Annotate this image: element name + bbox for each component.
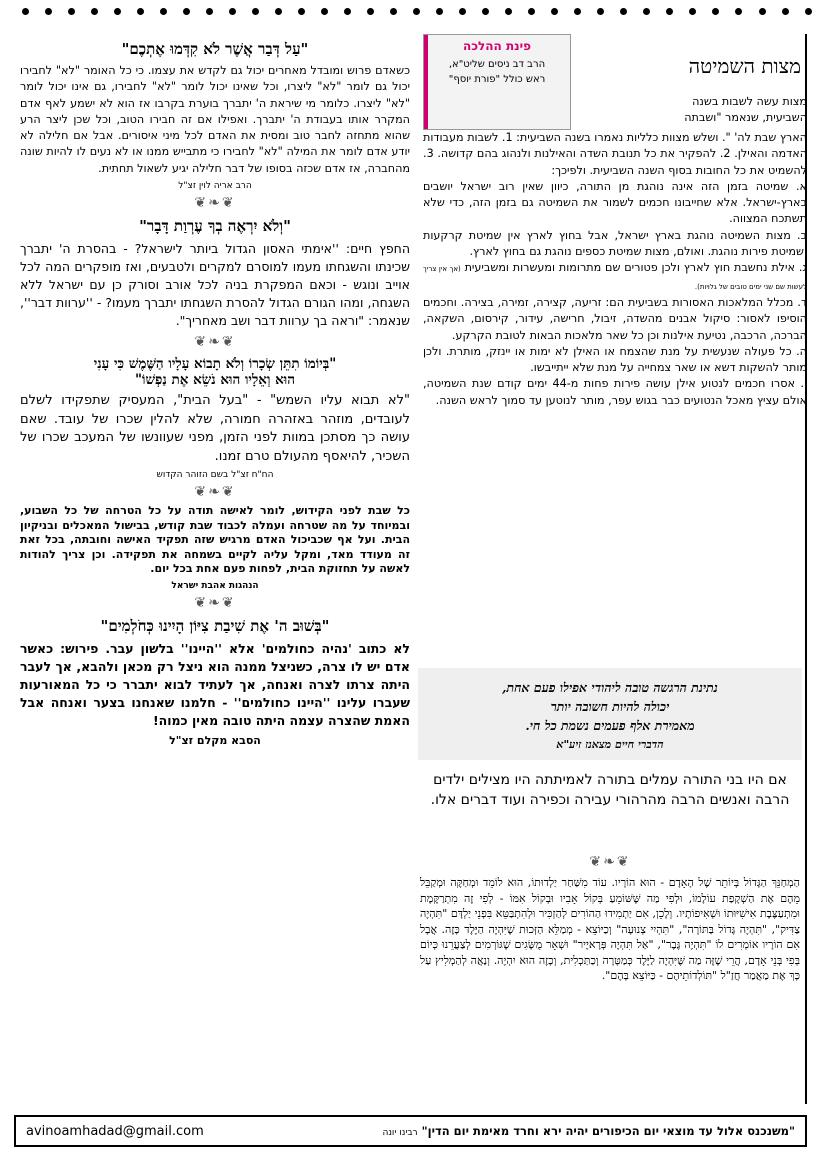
intro-line-3: הארץ שבת לה' ". ושלש מצוות כלליות נאמרו בשנה השביעית: 1. לשבות מעבודות האדמה והאילן. 2. להפקיר את כל תנובת השדה והאילנות ולנהוג בהם קדושה. 3. להשמיט את כל החובות בסוף השנה השביעית. ולפיכך: bbox=[423, 131, 808, 177]
torah-learning-paragraph: אם היו בני התורה עמלים בתורה לאמיתתה היו מצילים ילדים הרבה ואנשים הרבה מהרהורי עבירה וכפירה ועוד דברים אלו. bbox=[430, 772, 790, 808]
ornament-divider: ❦❧❦ bbox=[194, 334, 236, 351]
shmita-title: מצות השמיטה bbox=[688, 54, 801, 78]
footer-quote bbox=[382, 1124, 795, 1138]
ornament-divider: ❦❧❦ bbox=[194, 594, 236, 611]
halacha-corner-label: פינת ההלכה bbox=[462, 39, 532, 53]
halacha-b: ב. מצות השמיטה נוהגת בארץ ישראל, אבל בחוץ לארץ אין שמיטת קרקעות ושמיטת פירות נוהגת. ואולם, מצות שמיטת כספים נוהגת גם בחוץ לארץ. bbox=[423, 228, 807, 259]
footer-bar bbox=[14, 1115, 807, 1147]
decorative-dots-row bbox=[22, 8, 812, 22]
heading-beyomo-1: "בְּיוֹמוֹ תִתֵּן שְׂכָרוֹ וְלֹא תָבוֹא עָלָיו הַשֶּׁמֶשׁ כִּי עָנִי bbox=[93, 356, 337, 373]
para-kidmu: כשאדם פרוש ומובדל מאחרים יכול גם לקדש את עצמו. כי כל האומר "לא" לחבירו יכול גם לומר "לא" ליצרו, וכל שאינו יכול לומר "לא" לחבירו, גם אינו יכול לומר "לא" ליצרו. כלומר מי שיראת ה' יתברך בוערת בקרבו אז הוא לא ישמע לאף אדם המקרר אותו בעבודת ה' יתברך. ואפילו אם זה חבירו הטוב, וכל שכן ליצר הרע שהוא מתחזה לחבר טוב ומסית את האדם לכל מיני איסורים. אבל אם חלילה לא יודע אדם לומר את המילה "לא" לחבירו כי מתבייש ממנו או לא נעים לו להיות שונה מהחברה, אז אדם שכזה בסופו של דבר חלילה יגיע לשאול תחתית. bbox=[20, 64, 410, 175]
pink-accent-bar bbox=[424, 35, 428, 129]
footer-quote-author: רבינו יונה bbox=[382, 1128, 418, 1138]
source-aryeh-levin: הרב אריה לוין זצ"ל bbox=[178, 181, 252, 192]
para-ervat-davar: החפץ חיים: ''אימתי האסון הגדול ביותר לישראל? - בהסרת ה' יתברך שכינתו והשגחתו מעמו למוסרם למקרים ולטבעים, ואז מופקרים המה לכל אוייב ונוגש - וכאם המפקרת בניה לכל אורב וסורק כן עם ישראל ללא השגחה, ומהו הגורם הגדול להסרת השגחתו יתברך מעמו? - ''ערוות דבר'', שנאמר: "וראה בך ערוות דבר ושב מאחריך". bbox=[20, 241, 410, 329]
heading-ervat-davar: "וְלֹא יִרְאֶה בְךָ עֶרְוַת דָּבָר" bbox=[139, 217, 291, 236]
source-ahavat-israel: הנהגות אהבת ישראל bbox=[171, 580, 259, 591]
halacha-rabbi-name: הרב דב ניסים שליט"א, bbox=[448, 59, 546, 70]
quote-source: הדברי חיים מצאנז זיע"א bbox=[556, 738, 664, 751]
source-chofetz-chaim: הח"ח זצ"ל בשם הזוהר הקדוש bbox=[156, 470, 274, 481]
ornament-divider: ❦❧❦ bbox=[194, 484, 236, 501]
halacha-a: א. שמיטה בזמן הזה אינה נוהגת מן התורה, כיוון שאין רוב ישראל יושבים בארץ-ישראל. אלא שחייבונו חכמים לשמור את השמיטה גם בזמן הזה, כדי שלא תשתכח המצווה. bbox=[423, 179, 807, 226]
left-column bbox=[20, 34, 410, 751]
intro-line-1: מצות עשה לשבות בשנה bbox=[692, 95, 807, 108]
quote-line-3: מאמירת אלף פעמים נשמת כל חי. bbox=[525, 718, 695, 733]
quote-line-1: נתינת הרגשה טובה ליהודי אפילו פעם אחת, bbox=[502, 680, 718, 695]
shmita-body bbox=[423, 130, 807, 409]
heading-kidmu: "עַל דְּבַר אֲשֶׁר לֹא קִדְּמוּ אֶתְכֶם" bbox=[121, 40, 309, 58]
heading-shivat-zion: "בְּשׁוּב ה' אֶת שִׁיבַת צִיּוֹן הָיִינוּ כְּחֹלְמִים" bbox=[100, 616, 330, 635]
halacha-rabbi-title: ראש כולל "פורת יוסף" bbox=[448, 74, 546, 85]
footer-quote-text: "משנכנס אלול עד מוצאי יום הכיפורים יהיה ירא וחרד מאימת יום הדין" bbox=[421, 1124, 795, 1138]
halacha-c bbox=[423, 260, 807, 295]
halacha-e: ה. כל פעולה שנעשית על מנת שהצמח או האילן לא ימות או יינזק, מותרת. ולכן מותר להשקות דשא או שאר צמחייה על מנת שלא ייתייבשו. bbox=[423, 344, 807, 375]
ornament-divider: ❦❧❦ bbox=[194, 195, 236, 212]
para-shivat-zion: לא כתוב 'נהיה כחולמים' אלא ''היינו'' בלשון עבר. פירוש: כאשר אדם יש לו צרה, כשניצל ממנה הוא ניצל רק מכאן ולהבא, אך לעבר היתה צרתו לצרה ואנחה, אך לעתיד לבוא יתברר כי כל המאורעות שעברו עלינו ''היינו כחולמים'' - חלמנו שאנחנו בצער ואנחה אבל האמת שהצרה עצמה היתה טובה מאין כמוה! bbox=[20, 640, 410, 728]
halacha-c-note: (אך אין צריך לעשות שם שני ימים טובים של גלויות). bbox=[423, 265, 807, 291]
halacha-c-text: ג. אילת נחשבת חוץ לארץ ולכן פטורים שם מתרומות ומעשרות ומשביעית bbox=[464, 261, 807, 275]
right-column bbox=[423, 34, 807, 654]
ornament-divider: ❦❧❦ bbox=[589, 854, 631, 870]
parenting-essay: הַמְחַנֵּךְ הַגָּדוֹל בְּיוֹתֵר שֶׁל הָאָדָם - הוּא הוֹרָיו. עוֹד מִשַּׁחַר יַלְדוּתוֹ, הוּא לוֹמֵד וּמְחַקֶּה וּמְקַבֵּל מֵהֶם אֶת הַשְׁקָפַת עוֹלָמוֹ, וּלְפִי מַה שֶּׁשּׁוֹמֵעַ בְּקוֹל אָבִיו וּבְקוֹל אִמּוֹ - לְפִי זֶה מִתְרַקֶּמֶת וּמִתְעַצֶּבֶת אִישִׁיּוּתוֹ וּשְׁאִיפוֹתָיו. וְלָכֵן, אִם יַתְמִידוּ הַהוֹרִים לְהַזְכִּיר וּלְהִתְבַּטֵּא בִּפְנֵי יַלְדָּם "תִּהְיֶה צַדִּיק", "תִּהְיֶה גָּדוֹל בַּתּוֹרָה", "תִּהְיִי צְנוּעָה" וְכַיּוֹצֵא - מְמַלֵּא הַזְּכוּת שֶׁיִּהְיֶה הַיֶּלֶד כָּזֶה. אֲבָל אִם הוֹרָיו אוֹמְרִים לוֹ "תִּהְיֶה גֶּבֶר", "אַל תִּהְיֶה פְּרָאיֶיר" וּשְׁאָר מֻשָּׂגִים שֶׁגּוֹרְמִים לְצַעֲרֵנוּ כְּיוֹם בְּפִי בְּנֵי אָדָם, הֲרֵי שֶׁזֶּה מַה שֶּׁיִּהְיֶה לַיֶּלֶד כְּמַטָּרָה וְכַתַּכְלִית, וְכָזֶה הוּא יִהְיֶה. וְנַאֲה לְהַמְלִיץ עַל כָּךְ אֶת מַאֲמַר חֲזַ"ל "תּוֹלְדוֹתֵיהֶם - כַּיּוֹצֵא בָּהֶם". bbox=[420, 876, 800, 982]
quote-line-2: יכולה להיות חשובה יותר bbox=[550, 699, 670, 714]
para-shabbat-thanks: כל שבת לפני הקידוש, לומר לאישה תודה על כל הטרחה של כל השבוע, ובמיוחד על מה שטרחה ועמלה לכבוד שבת קודש, בבישול המאכלים ובניקיון הבית. ועל אף שכביכול האדם מרגיש שזה תפקיד האישה וחובתה, בכל זאת זה מעודד מאד, ומקל עליה לקיים בשמחה את תפקידה. וכן צריך להודות לאשה על תחזוקת הבית, לפחות פעם אחת בכל יום. bbox=[20, 504, 410, 576]
halacha-d: ד. מכלל המלאכות האסורות בשביעית הם: זריעה, קצירה, זמירה, בצירה. וחכמים הוסיפו לאסור: סיקול אבנים מהשדה, זיבול, חרישה, עידור, קירסום, השקאה, הברכה, הרכבה, נטיעת אילנות וכן כל שאר מלאכות הבאות לטובת הקרקע. bbox=[423, 295, 807, 342]
email-link[interactable]: avinoamhadad@gmail.com bbox=[26, 1123, 204, 1139]
source-saba-kelm: הסבא מקלם זצ"ל bbox=[169, 733, 261, 747]
intro-line-2: השביעית, שנאמר "ושבתה bbox=[684, 111, 807, 125]
para-beyomo: "לא תבוא עליו השמש" - "בעל הבית", המעסיק שתפקידו לשלם לעובדים, מוזהר באזהרה חמורה, שלא להלין שכרו של עובד. שאם עושה כך מסתכן במוות לפני הזמן, מפני שעוונשו של המעכב שכרו של השכיר, להיאסף מהעולם טרם זמנו. bbox=[20, 393, 410, 464]
quote-box bbox=[418, 668, 802, 760]
heading-beyomo-2: הוּא וְאֵלָיו הוּא נֹשֵׂא אֶת נַפְשׁוֹ" bbox=[134, 372, 295, 389]
shmita-intro-a bbox=[579, 94, 807, 127]
halacha-corner-box bbox=[423, 34, 571, 130]
halacha-f: ו. אסרו חכמים לנטוע אילן עושה פירות פחות מ-44 ימים קודם שנת השמיטה, אולם עציץ מאכל הנטועים כבר בגוש עפר, מותר לנוטען עד סמוך לראש השנה. bbox=[423, 377, 807, 407]
